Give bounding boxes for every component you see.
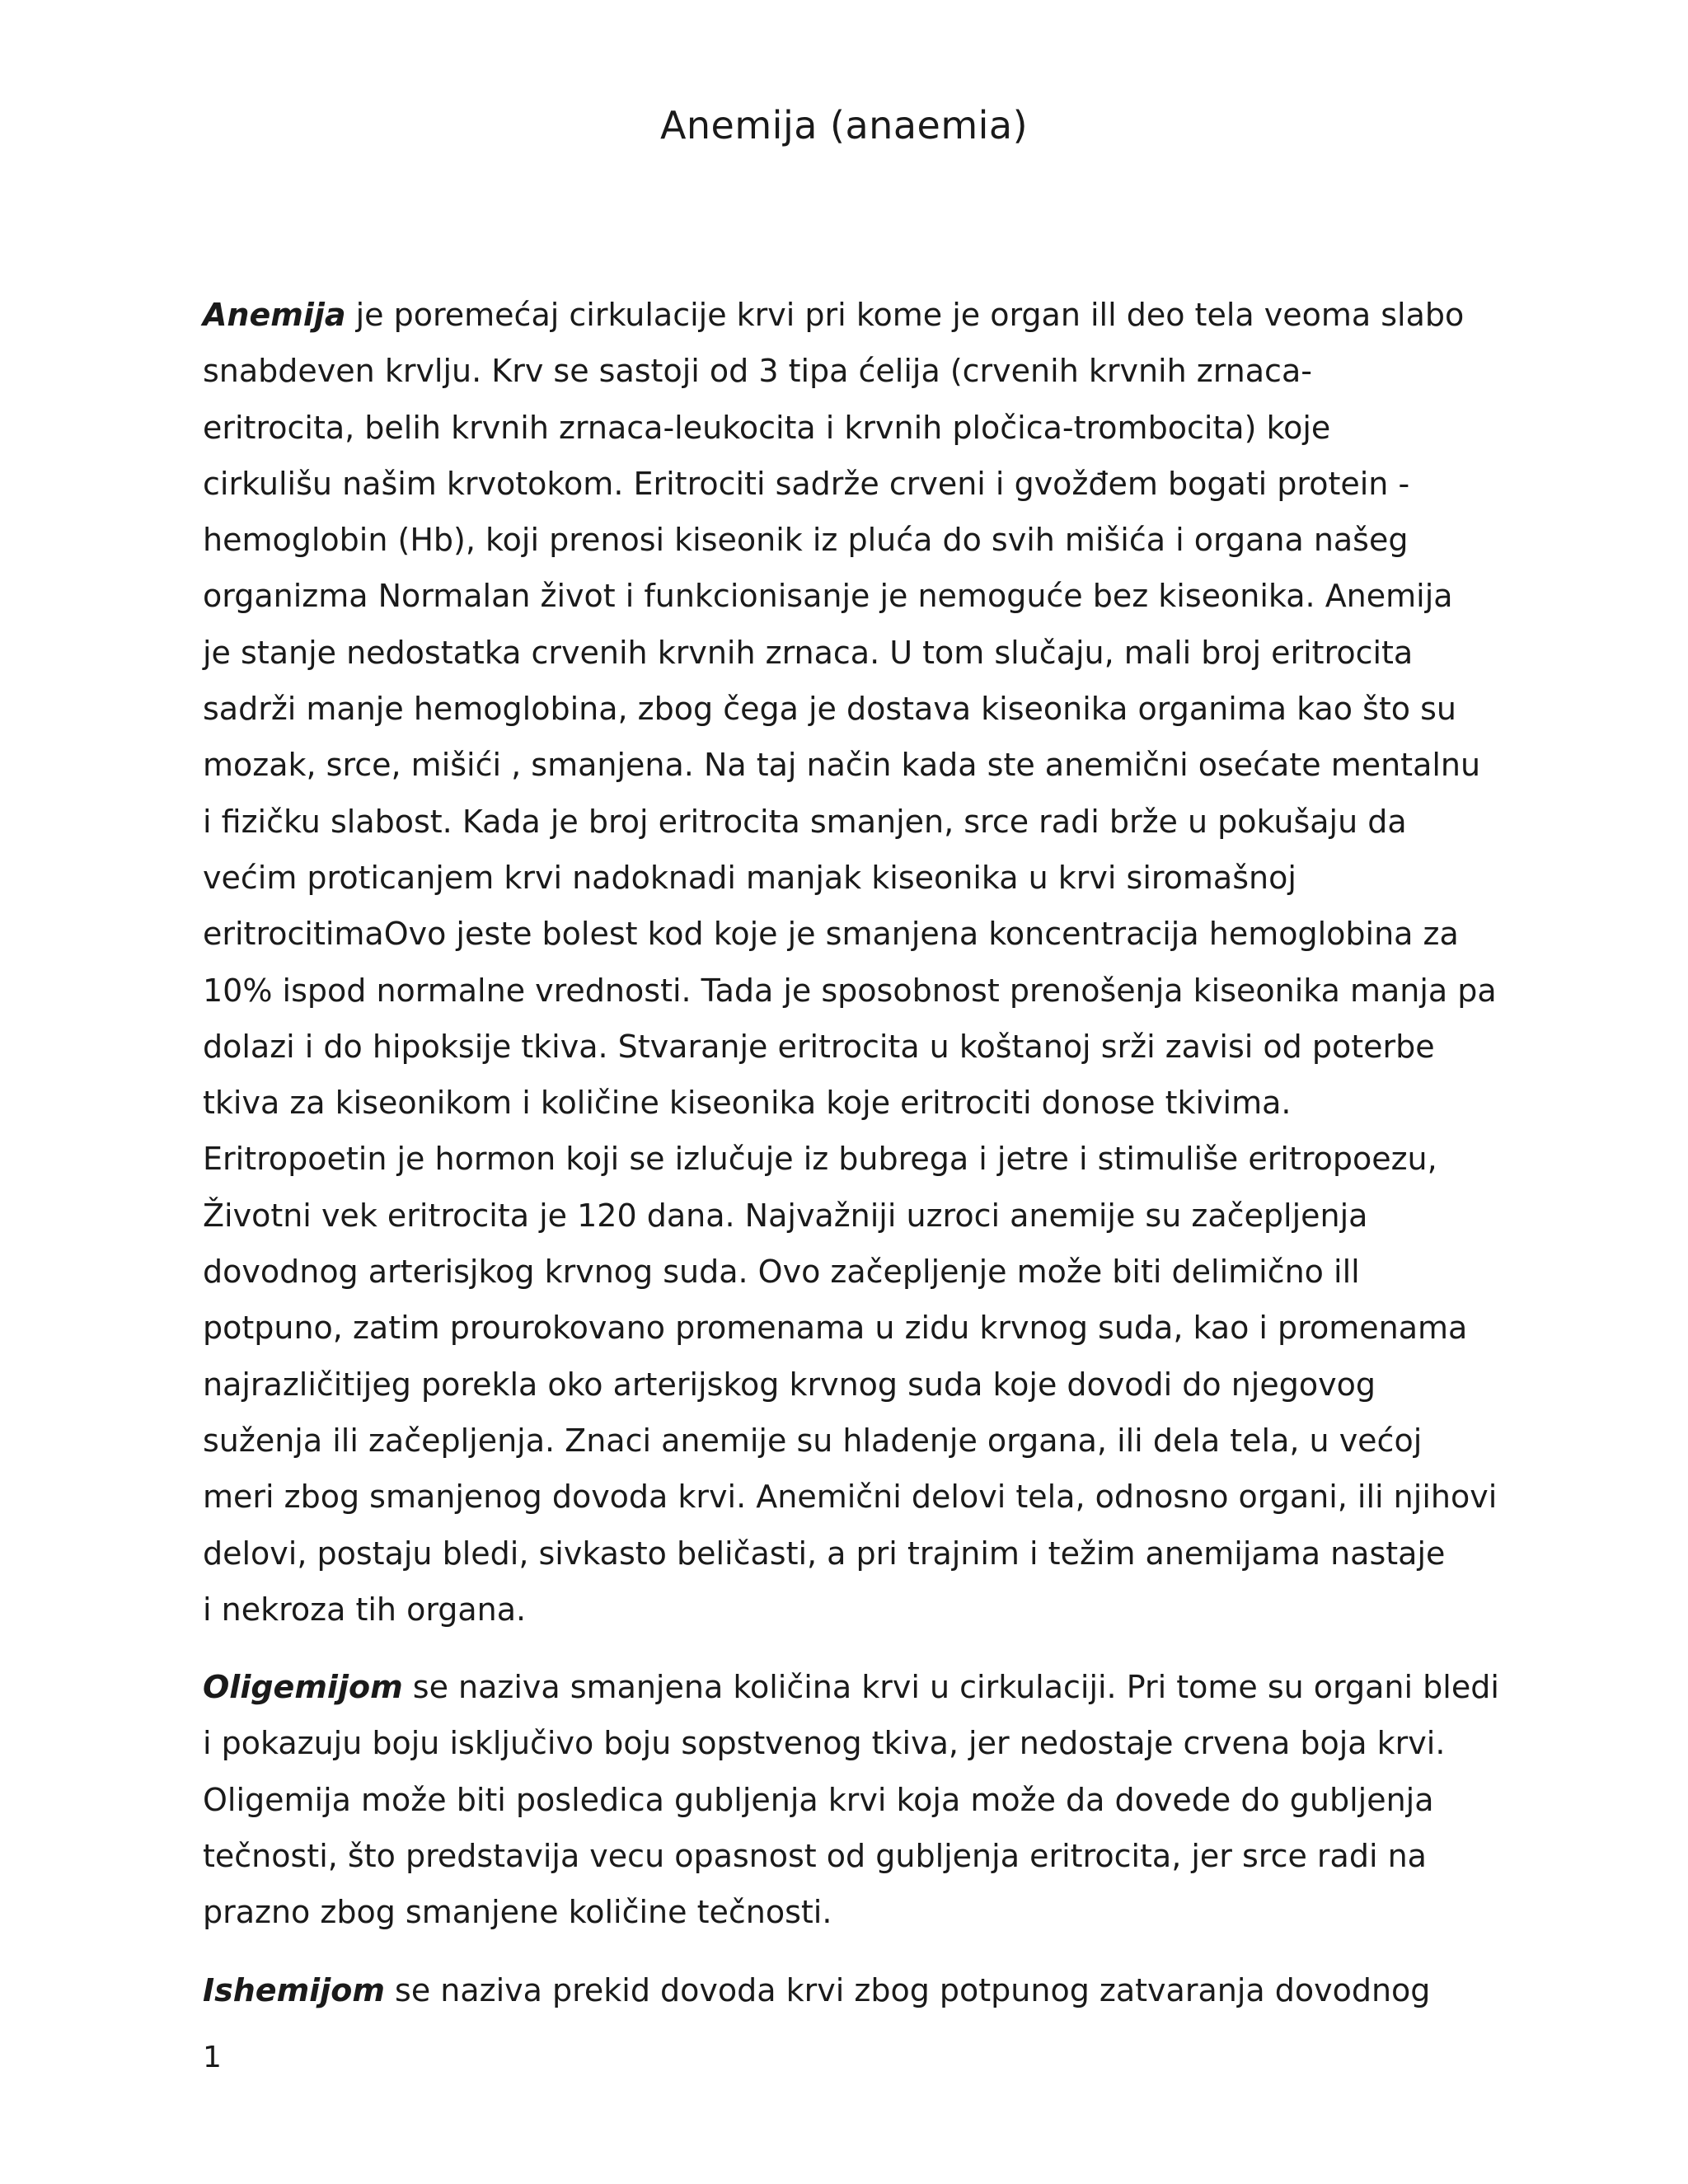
text-line xyxy=(203,1659,1499,1715)
text-line xyxy=(203,625,1456,681)
text-line xyxy=(203,1526,1456,1582)
text-line xyxy=(203,737,1481,793)
text-line xyxy=(203,1884,1456,1940)
text-line xyxy=(203,850,1456,906)
paragraph xyxy=(203,1962,1456,2018)
text-line xyxy=(203,1357,1456,1413)
line-text: je poremećaj cirkulacije krvi pri kome je organ ill deo tela veoma slabo xyxy=(345,297,1465,333)
text-line xyxy=(203,512,1456,568)
line-text: je stanje nedostatka crvenih krvnih zrnaca. U tom slučaju, mali broj eritrocita xyxy=(203,634,1414,671)
line-text: i pokazuju boju isključivo boju sopstvenog tkiva, jer nedostaje crvena boja krvi. xyxy=(203,1725,1446,1762)
text-line xyxy=(203,681,1456,737)
document-body xyxy=(203,287,1499,2040)
text-line xyxy=(203,1772,1456,1828)
text-line xyxy=(203,1244,1456,1300)
text-line xyxy=(203,1188,1456,1244)
text-line xyxy=(203,287,1465,343)
text-line xyxy=(203,963,1497,1019)
page-number: 1 xyxy=(203,2041,222,2074)
line-text: eritrocitimaOvo jeste bolest kod koje je smanjena koncentracija hemoglobina za xyxy=(203,916,1459,953)
line-text: delovi, postaju bledi, sivkasto beličasti, a pri trajnim i težim anemijama nastaje xyxy=(203,1535,1446,1572)
text-line xyxy=(203,1075,1456,1131)
defined-term: Ishemijom xyxy=(203,1971,385,2008)
defined-term: Oligemijom xyxy=(203,1669,403,1706)
line-text: dolazi i do hipoksije tkiva. Stvaranje eritrocita u koštanoj srži zavisi od poterbe xyxy=(203,1028,1435,1065)
line-text: se naziva smanjena količina krvi u cirkulaciji. Pri tome su organi bledi xyxy=(402,1669,1499,1706)
line-text: Oligemija može biti posledica gubljenja krvi koja može da dovede do gubljenja xyxy=(203,1781,1434,1818)
text-line xyxy=(203,1582,1456,1638)
text-line xyxy=(203,1715,1456,1771)
text-line xyxy=(203,1828,1456,1884)
line-text: tečnosti, što predstavija vecu opasnost od gubljenja eritrocita, jer srce radi na xyxy=(203,1838,1427,1875)
defined-term: Anemija xyxy=(203,297,346,333)
line-text: tkiva za kiseonikom i količine kiseonika koje eritrociti donose tkivima. xyxy=(203,1085,1292,1122)
text-line xyxy=(203,1300,1468,1356)
line-text: eritrocita, belih krvnih zrnaca-leukocita i krvnih pločica-trombocita) koje xyxy=(203,409,1331,446)
line-text: snabdeven krvlju. Krv se sastoji od 3 tipa ćelija (crvenih krvnih zrnaca- xyxy=(203,353,1312,390)
line-text: najrazličitijeg porekla oko arterijskog krvnog suda koje dovodi do njegovog xyxy=(203,1366,1376,1403)
line-text: cirkulišu našim krvotokom. Eritrociti sadrže crveni i gvožđem bogati protein - xyxy=(203,465,1410,502)
line-text: i nekroza tih organa. xyxy=(203,1591,527,1628)
line-text: Eritropoetin je hormon koji se izlučuje iz bubrega i jetre i stimuliše eritropoezu, xyxy=(203,1141,1437,1178)
paragraph xyxy=(203,1659,1499,1940)
line-text: sadrži manje hemoglobina, zbog čega je dostava kiseonika organima kao što su xyxy=(203,691,1457,728)
text-line xyxy=(203,1413,1456,1469)
paragraph xyxy=(203,287,1498,1638)
text-line xyxy=(203,400,1456,456)
text-line xyxy=(203,568,1456,624)
line-text: meri zbog smanjenog dovoda krvi. Anemični delovi tela, odnosno organi, ili njihovi xyxy=(203,1479,1498,1516)
text-line xyxy=(203,1019,1456,1075)
line-text: 10% ispod normalne vrednosti. Tada je sposobnost prenošenja kiseonika manja pa xyxy=(203,972,1497,1009)
text-line xyxy=(203,906,1459,962)
text-line xyxy=(203,343,1456,399)
line-text: i fizičku slabost. Kada je broj eritrocita smanjen, srce radi brže u pokušaju da xyxy=(203,803,1407,840)
text-line xyxy=(203,1131,1456,1187)
line-text: mozak, srce, mišići , smanjena. Na taj način kada ste anemični osećate mentalnu xyxy=(203,747,1481,784)
line-text: se naziva prekid dovoda krvi zbog potpunog zatvaranja dovodnog xyxy=(384,1971,1431,2008)
line-text: prazno zbog smanjene količine tečnosti. xyxy=(203,1894,832,1931)
text-line xyxy=(203,794,1456,850)
text-line xyxy=(203,456,1456,512)
line-text: Životni vek eritrocita je 120 dana. Najvažniji uzroci anemije su začepljenja xyxy=(203,1197,1368,1234)
line-text: većim proticanjem krvi nadoknadi manjak kiseonika u krvi siromašnoj xyxy=(203,859,1296,896)
text-line xyxy=(203,1469,1498,1525)
line-text: potpuno, zatim prourokovano promenama u zidu krvnog suda, kao i promenama xyxy=(203,1310,1468,1347)
page-title: Anemija (anaemia) xyxy=(659,103,1029,148)
text-line xyxy=(203,1962,1456,2018)
line-text: suženja ili začepljenja. Znaci anemije su hladenje organa, ili dela tela, u većoj xyxy=(203,1422,1423,1459)
line-text: dovodnog arterisjkog krvnog suda. Ovo začepljenje može biti delimično ill xyxy=(203,1254,1360,1291)
line-text: organizma Normalan život i funkcionisanje je nemoguće bez kiseonika. Anemija xyxy=(203,578,1453,615)
line-text: hemoglobin (Hb), koji prenosi kiseonik iz pluća do svih mišića i organa našeg xyxy=(203,522,1409,559)
